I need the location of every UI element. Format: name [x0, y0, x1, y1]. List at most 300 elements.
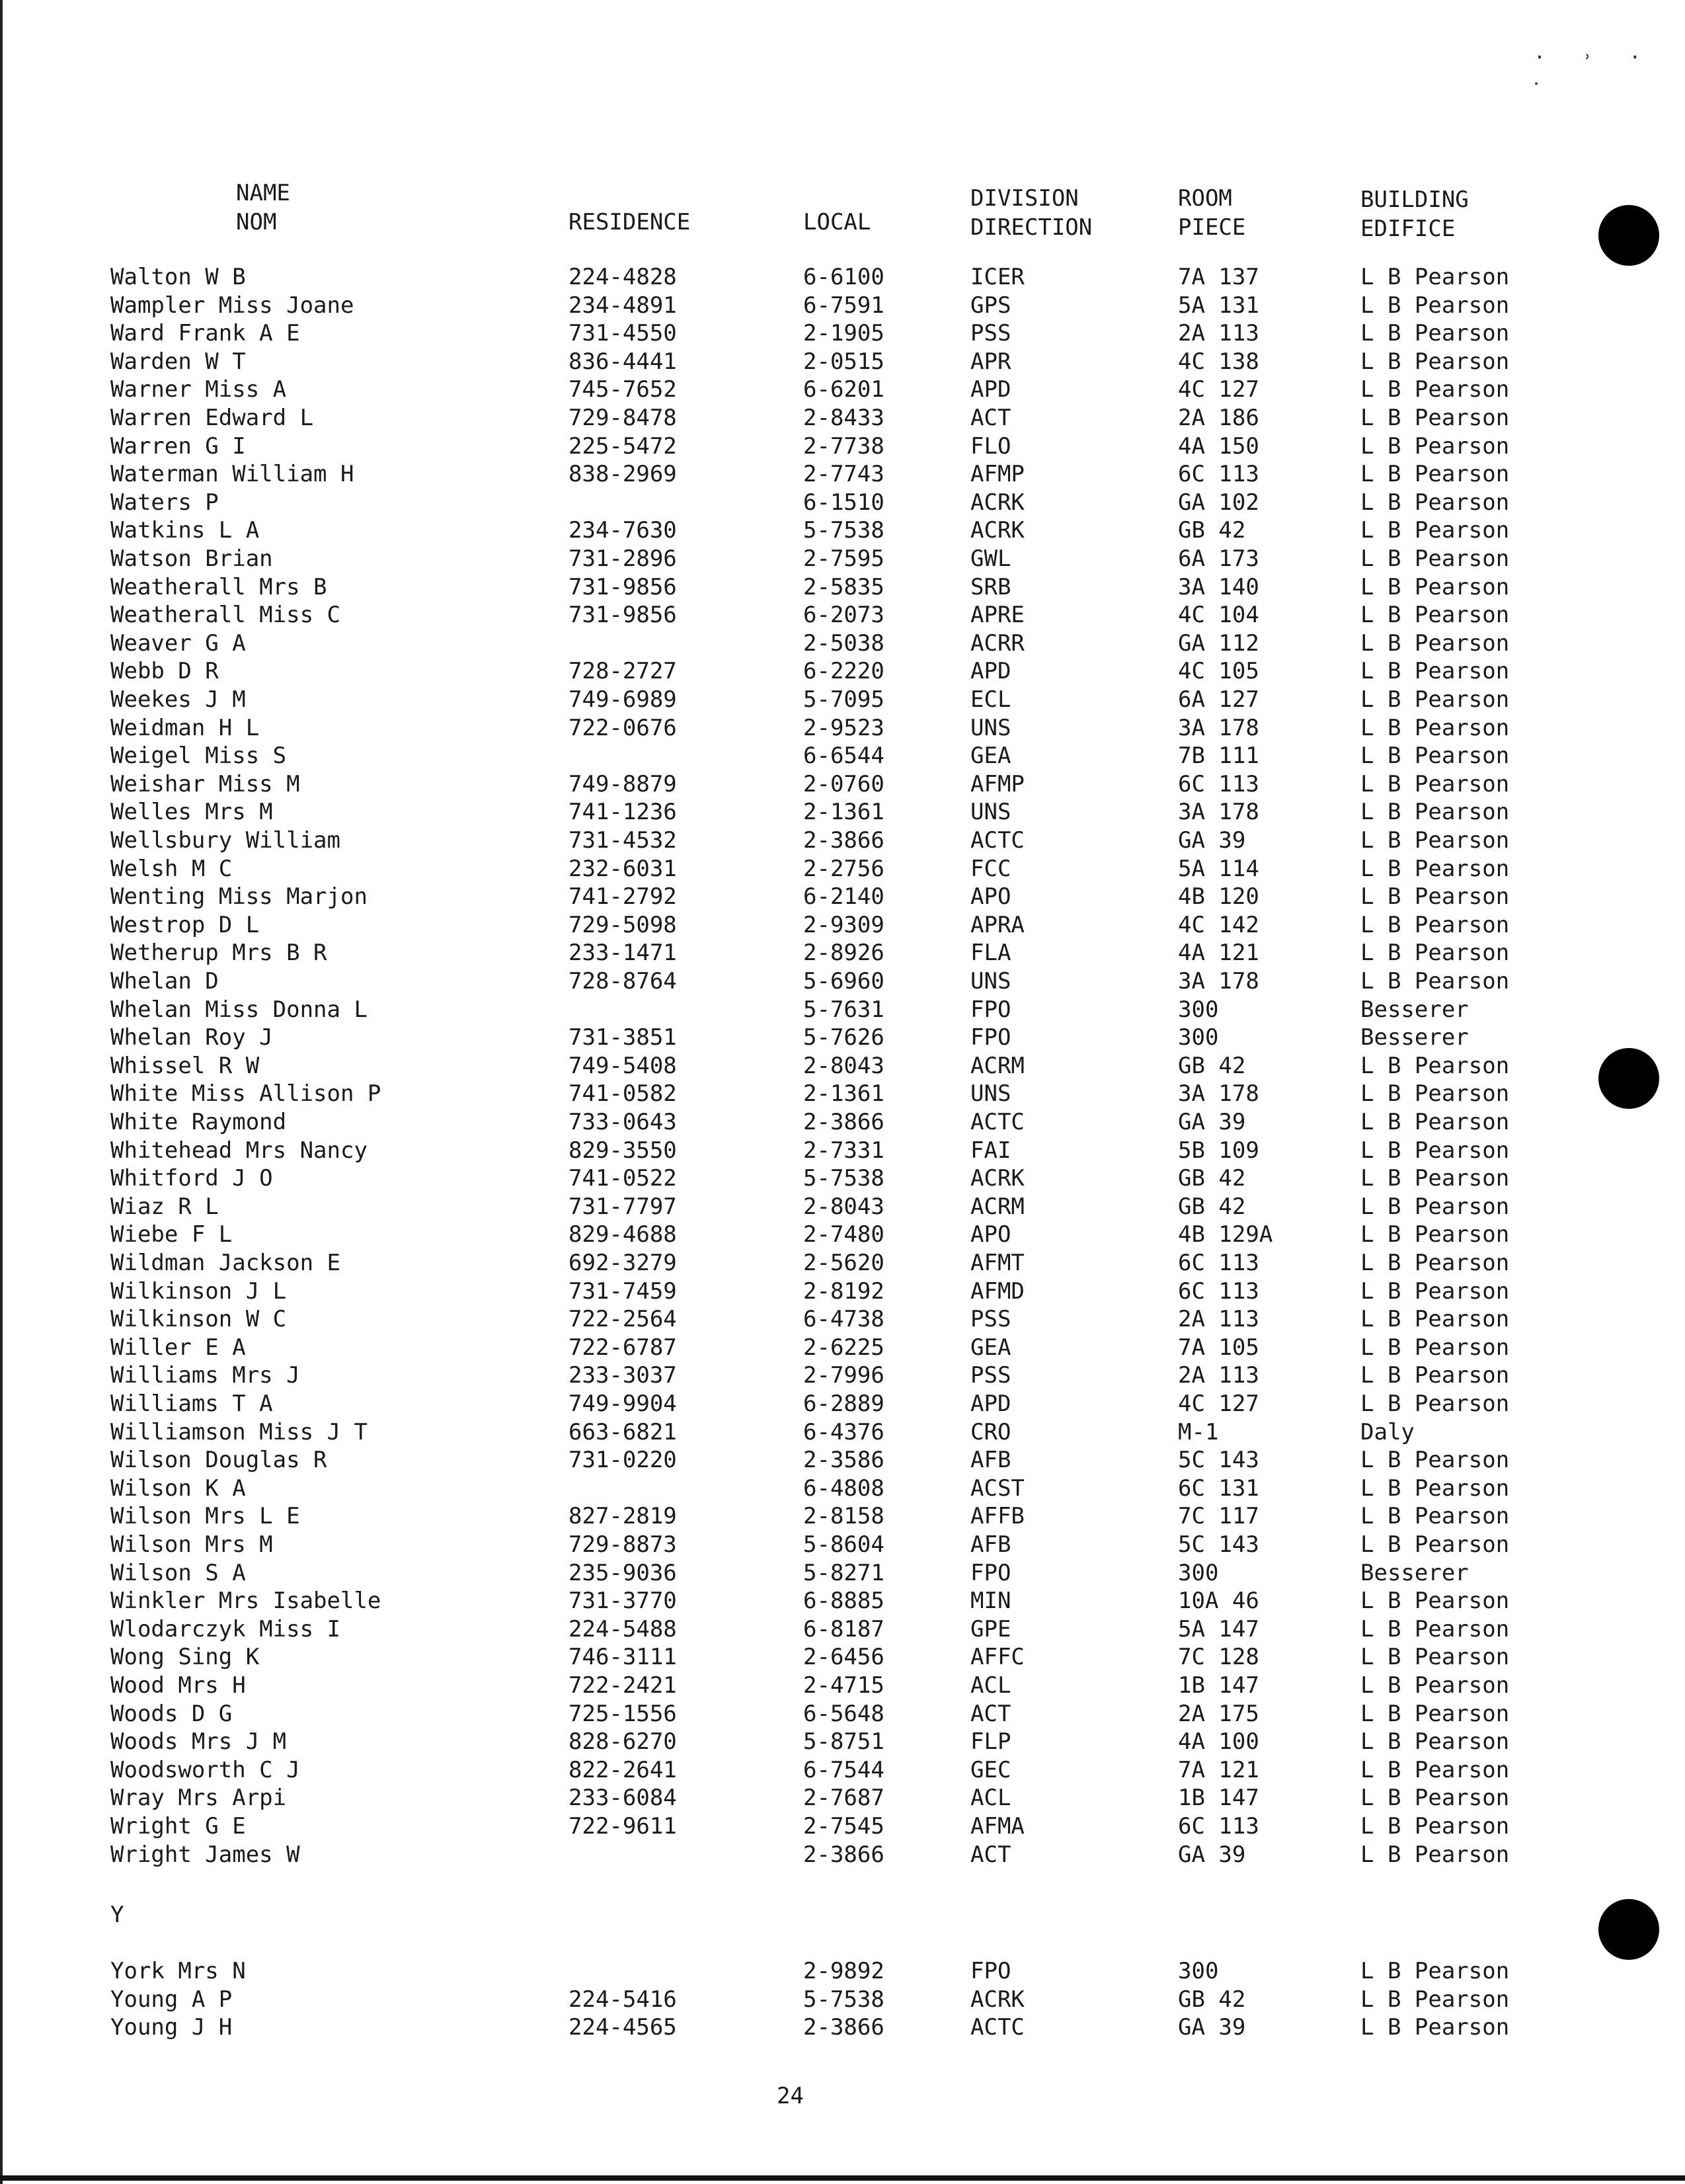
entry-building: L B Pearson: [1360, 1391, 1510, 1417]
entry-room: 4C 127: [1178, 376, 1259, 403]
list-item: [0, 1305, 1685, 1334]
entry-building: L B Pearson: [1360, 1756, 1510, 1783]
entry-residence: 828-6270: [568, 1728, 677, 1756]
entry-room: 6C 113: [1178, 1250, 1259, 1276]
entry-room: 5B 109: [1178, 1137, 1259, 1164]
entry-division: UNS: [970, 1080, 1011, 1108]
entry-name: York Mrs N: [110, 1958, 246, 1984]
entry-name: Welsh M C: [110, 855, 233, 882]
entry-name: Walton W B: [110, 264, 246, 290]
entry-name: Wilkinson W C: [110, 1306, 287, 1333]
entry-building: L B Pearson: [1360, 1615, 1510, 1642]
entry-name: Westrop D L: [110, 911, 260, 938]
entry-residence: 731-3851: [568, 1024, 677, 1051]
list-item: [0, 629, 1685, 658]
entry-division: AFMD: [970, 1277, 1025, 1305]
entry-local: 2-8192: [803, 1277, 884, 1305]
header-local: LOCAL: [803, 209, 871, 235]
list-item: [0, 1957, 1685, 1986]
entry-name: Weidman H L: [110, 714, 260, 741]
entry-name: Woods D G: [110, 1700, 233, 1727]
entry-local: 2-8043: [803, 1052, 884, 1079]
list-item: [0, 516, 1685, 545]
entry-building: L B Pearson: [1360, 1221, 1510, 1248]
entry-name: Weishar Miss M: [110, 770, 300, 797]
entry-residence: 233-3037: [568, 1362, 677, 1389]
entry-room: 5C 143: [1178, 1531, 1259, 1558]
entry-local: 2-7996: [803, 1362, 884, 1389]
entry-room: 6C 113: [1178, 1813, 1259, 1840]
list-item: [0, 686, 1685, 714]
entry-division: ACTC: [970, 827, 1025, 854]
entry-residence: 224-5416: [568, 1986, 677, 2013]
entry-local: 2-7331: [803, 1137, 884, 1164]
entry-room: 4B 120: [1178, 883, 1259, 910]
list-item: [0, 1108, 1685, 1137]
entry-name: Wray Mrs Arpi: [110, 1785, 287, 1812]
entry-name: Wampler Miss Joane: [110, 292, 354, 319]
entry-name: Watkins L A: [110, 517, 260, 544]
entry-division: FPO: [970, 1958, 1011, 1984]
scan-specks: · ˒ · ⸱: [1534, 46, 1653, 96]
entry-room: 4B 129A: [1178, 1221, 1273, 1248]
entry-division: PSS: [970, 1306, 1011, 1333]
entry-name: Warren G I: [110, 432, 246, 460]
entry-residence: 234-7630: [568, 517, 677, 544]
entry-division: ACT: [970, 1841, 1011, 1868]
entry-building: L B Pearson: [1360, 489, 1510, 516]
entry-name: Winkler Mrs Isabelle: [110, 1588, 381, 1615]
entry-name: Weatherall Mrs B: [110, 573, 327, 600]
entry-name: White Miss Allison P: [110, 1080, 381, 1108]
entry-local: 2-8158: [803, 1503, 884, 1530]
entry-division: ACRM: [970, 1052, 1025, 1079]
entry-building: L B Pearson: [1360, 573, 1510, 600]
entry-residence: 746-3111: [568, 1644, 677, 1671]
entry-residence: 224-4565: [568, 2014, 677, 2041]
entry-name: Wetherup Mrs B R: [110, 940, 327, 967]
entry-building: Daly: [1360, 1418, 1415, 1445]
entry-room: 4C 104: [1178, 602, 1259, 629]
entry-room: GA 39: [1178, 827, 1246, 854]
entry-room: 6C 113: [1178, 1277, 1259, 1305]
entry-building: L B Pearson: [1360, 1165, 1510, 1192]
entry-room: 4C 142: [1178, 911, 1259, 938]
entry-name: Weatherall Miss C: [110, 602, 340, 629]
entry-building: L B Pearson: [1360, 658, 1510, 685]
entry-division: FLA: [970, 940, 1011, 967]
entry-local: 6-2220: [803, 658, 884, 685]
entry-room: GB 42: [1178, 1986, 1246, 2013]
entry-residence: 749-8879: [568, 770, 677, 797]
scan-bottom-edge: [0, 2175, 1685, 2181]
entry-local: 5-8604: [803, 1531, 884, 1558]
entry-room: GA 102: [1178, 489, 1259, 516]
entry-building: L B Pearson: [1360, 1193, 1510, 1220]
entry-room: 300: [1178, 1958, 1219, 1984]
entry-division: FPO: [970, 996, 1011, 1023]
entry-local: 2-0515: [803, 348, 884, 375]
list-item: [0, 827, 1685, 855]
entry-local: 5-7095: [803, 686, 884, 713]
entry-room: M-1: [1178, 1418, 1219, 1445]
entry-residence: 829-4688: [568, 1221, 677, 1248]
entry-name: Young A P: [110, 1986, 233, 2013]
entry-building: L B Pearson: [1360, 2014, 1510, 2041]
entry-division: ACL: [970, 1672, 1011, 1699]
entry-division: ACT: [970, 1700, 1011, 1727]
list-item: [0, 404, 1685, 432]
list-item: [0, 1700, 1685, 1728]
entry-local: 2-4715: [803, 1672, 884, 1699]
entry-division: GEA: [970, 1334, 1011, 1361]
entry-building: L B Pearson: [1360, 1728, 1510, 1756]
entry-division: AFMA: [970, 1813, 1025, 1840]
entry-room: 3A 140: [1178, 573, 1259, 600]
entry-room: 6C 113: [1178, 770, 1259, 797]
list-item: [0, 432, 1685, 461]
entry-room: 7A 105: [1178, 1334, 1259, 1361]
entry-local: 2-7743: [803, 461, 884, 488]
entry-division: GPE: [970, 1615, 1011, 1642]
list-item: [0, 1643, 1685, 1672]
entry-name: Warden W T: [110, 348, 246, 375]
list-item: [0, 1193, 1685, 1221]
entry-local: 2-2756: [803, 855, 884, 882]
list-item: [0, 939, 1685, 967]
entry-residence: 722-0676: [568, 714, 677, 741]
list-item: [0, 855, 1685, 883]
entry-room: 3A 178: [1178, 1080, 1259, 1108]
entry-building: L B Pearson: [1360, 264, 1510, 290]
entry-name: Woods Mrs J M: [110, 1728, 287, 1756]
entry-division: FCC: [970, 855, 1011, 882]
entry-residence: 722-2564: [568, 1306, 677, 1333]
entry-residence: 731-2896: [568, 546, 677, 572]
entry-local: 2-8043: [803, 1193, 884, 1220]
entry-division: AFFB: [970, 1503, 1025, 1530]
entry-division: APO: [970, 1221, 1011, 1248]
entry-name: Ward Frank A E: [110, 320, 300, 347]
list-item: [0, 1221, 1685, 1249]
list-item: [0, 1986, 1685, 2014]
entry-division: ECL: [970, 686, 1011, 713]
entry-local: 6-8885: [803, 1588, 884, 1615]
entry-building: L B Pearson: [1360, 714, 1510, 741]
entry-name: Weekes J M: [110, 686, 246, 713]
entry-residence: 729-8478: [568, 405, 677, 431]
entry-building: L B Pearson: [1360, 1447, 1510, 1474]
list-item: [0, 996, 1685, 1024]
entry-room: GB 42: [1178, 1165, 1246, 1192]
entry-name: Wilson Mrs L E: [110, 1503, 300, 1530]
entry-residence: 731-7459: [568, 1277, 677, 1305]
entry-room: GB 42: [1178, 517, 1246, 544]
entry-division: AFFC: [970, 1644, 1025, 1671]
entry-division: CRO: [970, 1418, 1011, 1445]
entry-room: 3A 178: [1178, 799, 1259, 826]
entry-local: 5-7538: [803, 1165, 884, 1192]
entry-local: 5-7631: [803, 996, 884, 1023]
entry-building: L B Pearson: [1360, 1503, 1510, 1530]
entry-building: L B Pearson: [1360, 461, 1510, 488]
entry-division: AFB: [970, 1531, 1011, 1558]
entry-local: 6-4376: [803, 1418, 884, 1445]
entry-division: AFMP: [970, 770, 1025, 797]
list-item: [0, 573, 1685, 602]
entry-room: 1B 147: [1178, 1672, 1259, 1699]
entry-building: L B Pearson: [1360, 292, 1510, 319]
entry-division: FLO: [970, 432, 1011, 460]
entry-name: Wildman Jackson E: [110, 1250, 340, 1276]
entry-building: L B Pearson: [1360, 1052, 1510, 1079]
entry-building: L B Pearson: [1360, 940, 1510, 967]
entry-name: Whitehead Mrs Nancy: [110, 1137, 368, 1164]
entry-local: 2-1361: [803, 1080, 884, 1108]
list-item: [0, 1587, 1685, 1615]
list-item: [0, 1784, 1685, 1812]
entry-division: ACT: [970, 405, 1011, 431]
entry-building: L B Pearson: [1360, 1080, 1510, 1108]
entry-division: UNS: [970, 714, 1011, 741]
entry-name: Woodsworth C J: [110, 1756, 300, 1783]
entry-residence: 731-3770: [568, 1588, 677, 1615]
entry-name: Wong Sing K: [110, 1644, 260, 1671]
list-item: [0, 1728, 1685, 1756]
entry-room: 7C 128: [1178, 1644, 1259, 1671]
entry-local: 2-5835: [803, 573, 884, 600]
entry-local: 2-3586: [803, 1447, 884, 1474]
entry-local: 6-5648: [803, 1700, 884, 1727]
entry-room: 1B 147: [1178, 1785, 1259, 1812]
entry-residence: 741-2792: [568, 883, 677, 910]
entry-local: 2-5038: [803, 629, 884, 657]
entry-residence: 722-9611: [568, 1813, 677, 1840]
list-item: [0, 657, 1685, 686]
entry-division: APD: [970, 376, 1011, 403]
entry-name: Webb D R: [110, 658, 219, 685]
list-item: [0, 1164, 1685, 1193]
entry-division: ACTC: [970, 2014, 1025, 2041]
entry-building: L B Pearson: [1360, 743, 1510, 770]
entry-division: ICER: [970, 264, 1025, 290]
entry-residence: 224-5488: [568, 1615, 677, 1642]
entry-local: 2-3866: [803, 1841, 884, 1868]
entry-room: 2A 113: [1178, 1306, 1259, 1333]
entry-building: L B Pearson: [1360, 855, 1510, 882]
entry-building: L B Pearson: [1360, 686, 1510, 713]
entry-residence: 233-1471: [568, 940, 677, 967]
entry-local: 2-3866: [803, 827, 884, 854]
entry-building: L B Pearson: [1360, 602, 1510, 629]
list-item: [0, 1361, 1685, 1390]
entry-room: GA 39: [1178, 1841, 1246, 1868]
list-item: [0, 883, 1685, 911]
entry-residence: 722-2421: [568, 1672, 677, 1699]
entry-local: 2-8433: [803, 405, 884, 431]
entry-local: 6-1510: [803, 489, 884, 516]
entry-division: ACRK: [970, 489, 1025, 516]
entry-residence: 741-0582: [568, 1080, 677, 1108]
entry-division: UNS: [970, 799, 1011, 826]
entry-division: ACRK: [970, 517, 1025, 544]
list-item: [0, 348, 1685, 376]
entry-name: Wellsbury William: [110, 827, 340, 854]
entry-name: Young J H: [110, 2014, 233, 2041]
entry-name: White Raymond: [110, 1109, 287, 1135]
list-item: [0, 1756, 1685, 1785]
entry-room: 2A 175: [1178, 1700, 1259, 1727]
entry-local: 2-7738: [803, 432, 884, 460]
entry-division: ACRM: [970, 1193, 1025, 1220]
entry-division: APO: [970, 883, 1011, 910]
entry-local: 2-7687: [803, 1785, 884, 1812]
list-item: [0, 742, 1685, 770]
entry-room: 4A 100: [1178, 1728, 1259, 1756]
entry-residence: 749-5408: [568, 1052, 677, 1079]
entry-local: 6-7591: [803, 292, 884, 319]
entry-name: Wenting Miss Marjon: [110, 883, 368, 910]
entry-division: PSS: [970, 1362, 1011, 1389]
entry-local: 2-9309: [803, 911, 884, 938]
entry-building: L B Pearson: [1360, 1362, 1510, 1389]
entry-division: APRA: [970, 911, 1025, 938]
entry-building: L B Pearson: [1360, 1137, 1510, 1164]
entry-division: GEA: [970, 743, 1011, 770]
entry-residence: 235-9036: [568, 1559, 677, 1586]
entry-building: Besserer: [1360, 996, 1469, 1023]
entry-building: L B Pearson: [1360, 1785, 1510, 1812]
entry-room: 7B 111: [1178, 743, 1259, 770]
entry-building: L B Pearson: [1360, 1334, 1510, 1361]
entry-building: L B Pearson: [1360, 799, 1510, 826]
entry-local: 2-9523: [803, 714, 884, 741]
entry-residence: 729-5098: [568, 911, 677, 938]
list-item: [0, 1137, 1685, 1165]
entry-building: L B Pearson: [1360, 348, 1510, 375]
header-building: BUILDING EDIFICE: [1360, 186, 1469, 242]
entry-name: Wilson K A: [110, 1475, 246, 1502]
entry-division: ACRR: [970, 629, 1025, 657]
list-item: [0, 1080, 1685, 1108]
header-room: ROOM PIECE: [1178, 185, 1246, 241]
entry-room: 3A 178: [1178, 968, 1259, 994]
entry-division: GEC: [970, 1756, 1011, 1783]
entry-local: 2-1361: [803, 799, 884, 826]
entry-name: Watson Brian: [110, 546, 273, 572]
entry-local: 6-6201: [803, 376, 884, 403]
entry-building: L B Pearson: [1360, 320, 1510, 347]
list-item: [0, 1249, 1685, 1277]
entry-name: Whelan Miss Donna L: [110, 996, 368, 1023]
entry-local: 6-2889: [803, 1391, 884, 1417]
entry-residence: 225-5472: [568, 432, 677, 460]
section-letter: Y: [110, 1902, 124, 1928]
entry-name: Wilson Mrs M: [110, 1531, 273, 1558]
entry-division: PSS: [970, 320, 1011, 347]
entry-room: 2A 113: [1178, 320, 1259, 347]
entry-room: 5C 143: [1178, 1447, 1259, 1474]
entry-local: 6-7544: [803, 1756, 884, 1783]
entry-name: Welles Mrs M: [110, 799, 273, 826]
list-item: [0, 319, 1685, 348]
entry-name: Warren Edward L: [110, 405, 314, 431]
entry-division: AFMP: [970, 461, 1025, 488]
entry-name: Warner Miss A: [110, 376, 287, 403]
list-item: [0, 376, 1685, 404]
list-item: [0, 1672, 1685, 1700]
list-item: [0, 714, 1685, 743]
entry-residence: 728-2727: [568, 658, 677, 685]
list-item: [0, 601, 1685, 629]
entry-room: 5A 147: [1178, 1615, 1259, 1642]
list-item: [0, 967, 1685, 996]
entry-room: 4C 105: [1178, 658, 1259, 685]
entry-division: ACRK: [970, 1165, 1025, 1192]
entry-local: 2-6456: [803, 1644, 884, 1671]
header-division: DIVISION DIRECTION: [970, 185, 1093, 241]
list-item: [0, 1502, 1685, 1531]
entry-residence: 729-8873: [568, 1531, 677, 1558]
entry-residence: 728-8764: [568, 968, 677, 994]
list-item: [0, 1812, 1685, 1841]
entry-building: L B Pearson: [1360, 1672, 1510, 1699]
entry-building: L B Pearson: [1360, 405, 1510, 431]
punch-hole-top: [1598, 205, 1659, 266]
entry-local: 2-3866: [803, 2014, 884, 2041]
entry-name: Whissel R W: [110, 1052, 260, 1079]
entry-residence: 731-7797: [568, 1193, 677, 1220]
entry-name: Weaver G A: [110, 629, 246, 657]
entry-residence: 224-4828: [568, 264, 677, 290]
entry-residence: 741-0522: [568, 1165, 677, 1192]
entry-name: Wiebe F L: [110, 1221, 233, 1248]
entry-division: UNS: [970, 968, 1011, 994]
entry-name: Wlodarczyk Miss I: [110, 1615, 340, 1642]
entry-building: L B Pearson: [1360, 517, 1510, 544]
entry-local: 2-9892: [803, 1958, 884, 1984]
entry-residence: 822-2641: [568, 1756, 677, 1783]
entry-building: L B Pearson: [1360, 1588, 1510, 1615]
entry-division: ACL: [970, 1785, 1011, 1812]
entry-name: Williamson Miss J T: [110, 1418, 368, 1445]
entry-division: MIN: [970, 1588, 1011, 1615]
entry-residence: 233-6084: [568, 1785, 677, 1812]
entry-name: Wright James W: [110, 1841, 300, 1868]
entry-local: 5-8271: [803, 1559, 884, 1586]
entry-room: GA 112: [1178, 629, 1259, 657]
entry-division: FPO: [970, 1559, 1011, 1586]
header-name: NAME NOM: [236, 180, 290, 235]
entry-local: 5-7626: [803, 1024, 884, 1051]
entry-building: L B Pearson: [1360, 883, 1510, 910]
entry-division: FAI: [970, 1137, 1011, 1164]
list-item: [0, 545, 1685, 573]
entry-building: L B Pearson: [1360, 546, 1510, 572]
list-item: [0, 798, 1685, 827]
entry-room: 300: [1178, 1559, 1219, 1586]
entry-room: 7A 121: [1178, 1756, 1259, 1783]
entry-local: 6-6100: [803, 264, 884, 290]
entry-name: Waters P: [110, 489, 219, 516]
entry-name: Wilson Douglas R: [110, 1447, 327, 1474]
entry-room: 2A 186: [1178, 405, 1259, 431]
entry-name: Wood Mrs H: [110, 1672, 246, 1699]
entry-residence: 731-0220: [568, 1447, 677, 1474]
entry-room: 300: [1178, 1024, 1219, 1051]
entry-residence: 663-6821: [568, 1418, 677, 1445]
list-item: [0, 1277, 1685, 1306]
